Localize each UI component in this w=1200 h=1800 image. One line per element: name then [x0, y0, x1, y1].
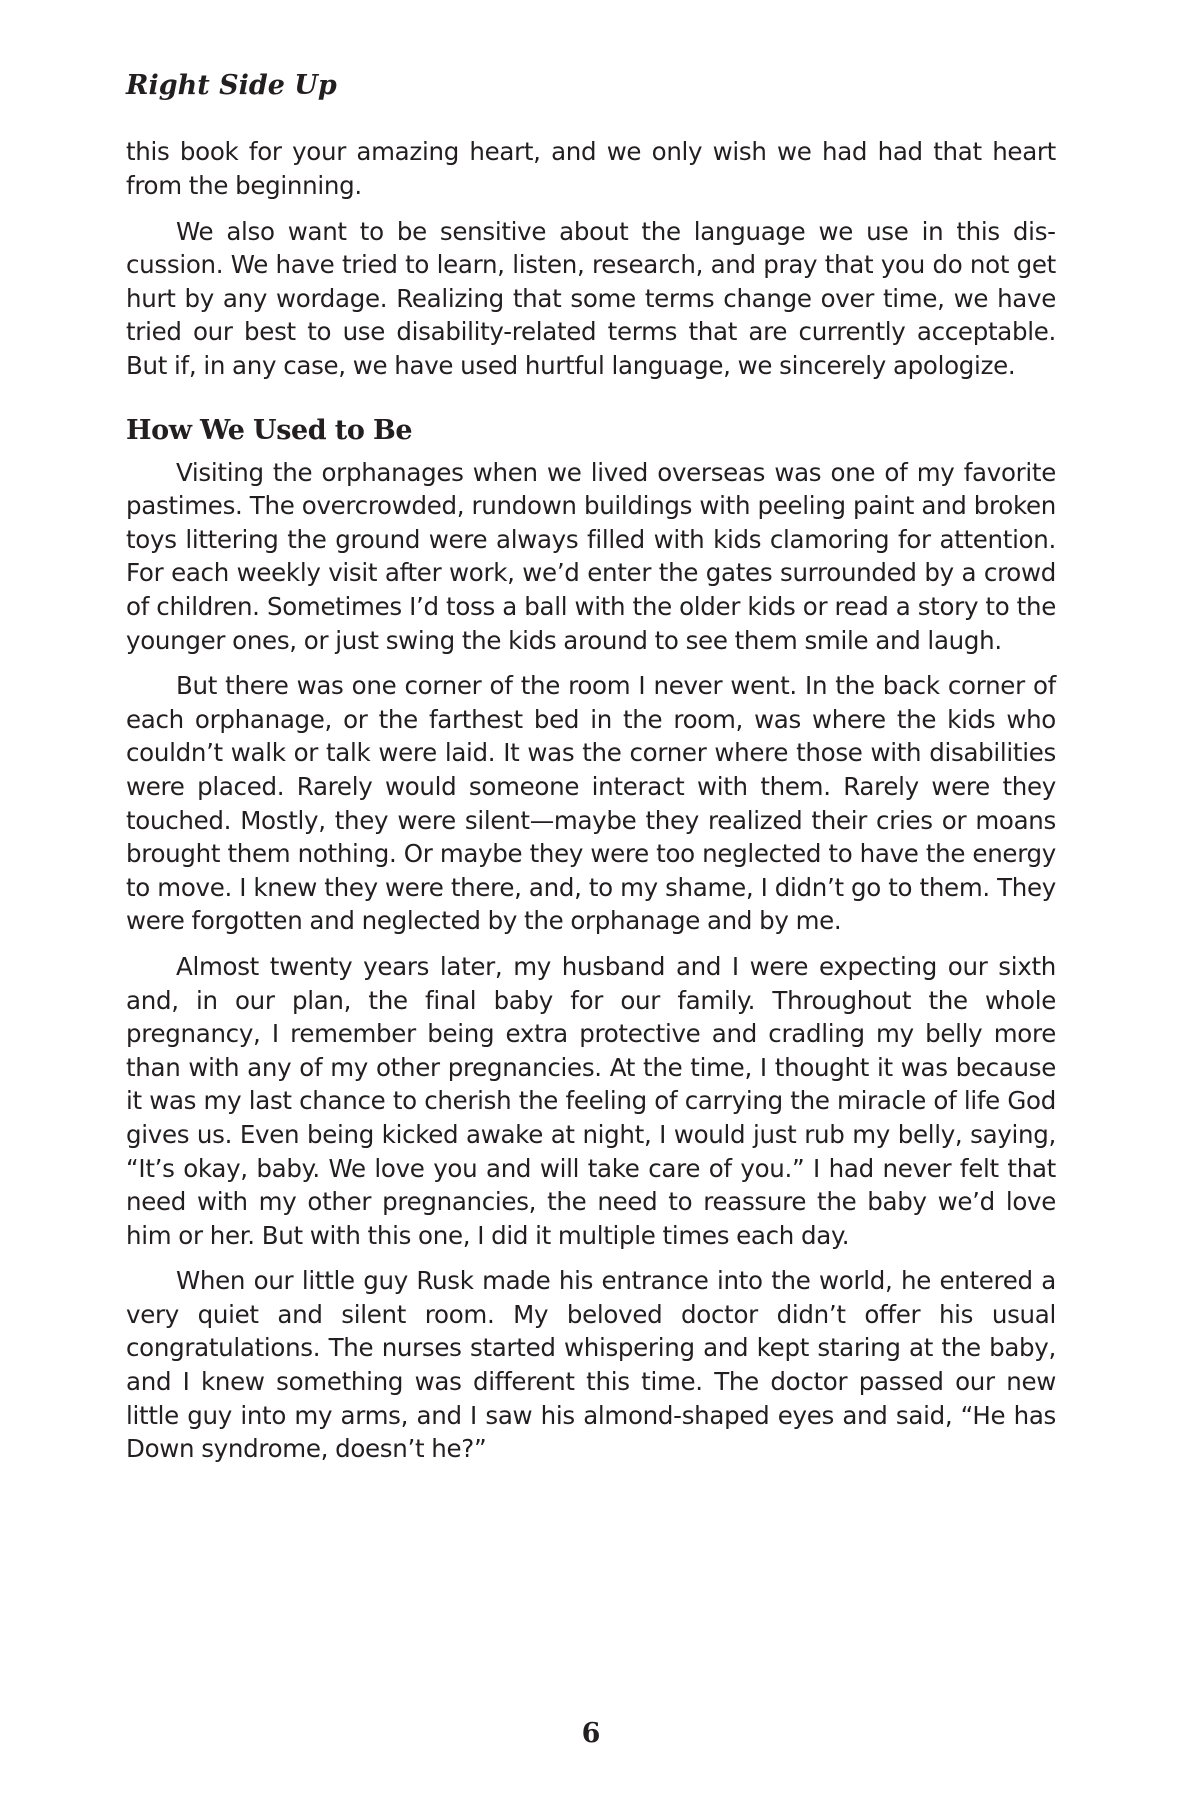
book-page: [126, 70, 1056, 1750]
paragraph: Almost twenty years later, my husband and I were expecting our sixth and, in our plan, the final baby for our family. Throughout the whole pregnancy, I remember being extra protective and cradling my belly more than with any of my other pregnancies. At the time, I thought it was because it was my last chance to cherish the feeling of carrying the miracle of life God gives us. Even being kicked awake at night, I would just rub my belly, saying, “It’s okay, baby. We love you and will take care of you.” I had never felt that need with my other pregnancies, the need to reassure the baby we’d love him or her. But with this one, I did it multiple times each day.: [126, 951, 1056, 1250]
paragraph: We also want to be sensitive about the language we use in this discussion. We have tried to learn, listen, research, and pray that you do not get hurt by any wordage. Realizing that some terms change over time, we have tried our best to use disability-related terms that are currently acceptable. But if, in any case, we have used hurtful language, we sincerely apologize.: [126, 216, 1056, 380]
section-heading: How We Used to Be: [126, 414, 413, 446]
page-number: 6: [581, 1718, 601, 1749]
paragraph-continuation: this book for your amazing heart, and we only wish we had had that heart from the beginning.: [126, 137, 1056, 200]
paragraph: Visiting the orphanages when we lived overseas was one of my favorite pastimes. The overcrowded, rundown buildings with peeling paint and broken toys littering the ground were always filled with kids clamoring for attention. For each weekly visit after work, we’d enter the gates surrounded by a crowd of children. Sometimes I’d toss a ball with the older kids or read a story to the younger ones, or just swing the kids around to see them smile and laugh.: [126, 457, 1056, 655]
running-head: Right Side Up: [126, 70, 337, 101]
paragraph: When our little guy Rusk made his entrance into the world, he entered a very quiet and silent room. My beloved doctor didn’t offer his usual congratulations. The nurses started whispering and kept staring at the baby, and I knew something was different this time. The doctor passed our new little guy into my arms, and I saw his almond-shaped eyes and said, “He has Down syndrome, doesn’t he?”: [126, 1266, 1056, 1464]
body-text: [126, 135, 1056, 1465]
paragraph: But there was one corner of the room I never went. In the back corner of each orphanage, or the farthest bed in the room, was where the kids who couldn’t walk or talk were laid. It was the corner where those with disabilities were placed. Rarely would someone interact with them. Rarely were they touched. Mostly, they were silent—maybe they realized their cries or moans brought them nothing. Or maybe they were too neglected to have the energy to move. I knew they were there, and, to my shame, I didn’t go to them. They were forgotten and neglected by the orphanage and by me.: [126, 671, 1056, 936]
